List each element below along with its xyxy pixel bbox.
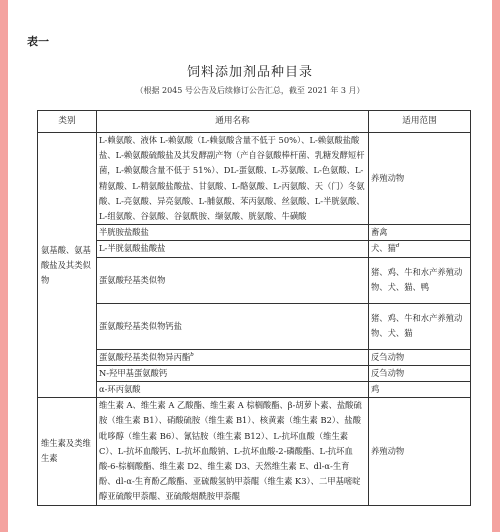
name-text: 蛋氨酸羟基类似物异丙酯	[99, 351, 191, 362]
table-row	[38, 257, 471, 303]
scope-cell: 反刍动物	[369, 365, 471, 381]
name-cell: 蛋氨酸羟基类似物	[97, 257, 369, 303]
page-title: 饲料添加剂品种目录	[186, 65, 313, 80]
header-scope: 适用范围	[369, 111, 471, 133]
scope-cell: 猪、鸡、牛和水产养殖动物、犬、猫、鸭	[369, 257, 471, 303]
name-cell: α-环丙氨酸	[97, 382, 369, 398]
scope-text: 犬、猫	[371, 243, 396, 254]
name-cell: 蛋氨酸羟基类似物钙盐	[97, 303, 369, 349]
category-cell: 维生素及类维生素	[38, 398, 97, 505]
name-cell: N-羟甲基蛋氨酸钙	[97, 365, 369, 381]
table-row	[38, 382, 471, 398]
page-subtitle: （根据 2045 号公告及后续修订公告汇总，截至 2021 年 3 月）	[135, 86, 365, 95]
table-row	[38, 303, 471, 349]
scope-cell: 养殖动物	[369, 398, 471, 505]
scope-cell: 养殖动物	[369, 133, 471, 225]
table-row	[38, 241, 471, 257]
table-row	[38, 398, 471, 505]
scope-cell: 反刍动物	[369, 349, 471, 365]
header-name: 通用名称	[97, 111, 369, 133]
scope-cell: 鸡	[369, 382, 471, 398]
scope-cell: 猪、鸡、牛和水产养殖动物、犬、猫	[369, 303, 471, 349]
table-row	[38, 349, 471, 365]
table-row	[38, 133, 471, 225]
footnote-marker: d	[395, 243, 400, 250]
scope-cell: 畜禽	[369, 225, 471, 241]
header-category: 类别	[38, 111, 97, 133]
category-cell: 氨基酸、氨基酸盐及其类似物	[38, 133, 97, 398]
table-row	[38, 365, 471, 381]
name-cell: L-半胱氨酸盐酸盐	[97, 241, 369, 257]
name-cell: 维生素 A、维生素 A 乙酸酯、维生素 A 棕榈酸酯、β-胡萝卜素、盐酸硫胺（维生素 B1）、硝酸硫胺（维生素 B1）、核黄素（维生素 B2）、盐酸吡哆醇（维生素 B6）、氰钴胺（维生素 B12）、L-抗坏血酸（维生素 C）、L-抗坏血酸钙、L-抗坏血酸钠、L-抗坏血酸-2-磷酸酯、L-抗坏血酸-6-棕榈酸酯、维生素 D2、维生素 D3、天然维生素 E、dl-α-生育酚、dl-α-生育酚乙酸酯、亚硫酸氢钠甲萘醌（维生素 K3）、二甲基嘧啶醇亚硫酸甲萘醌、亚硫酸烟酰胺甲萘醌	[97, 398, 369, 505]
table-label: 表一	[27, 35, 49, 48]
table-header-row	[38, 111, 471, 133]
scope-cell	[369, 241, 471, 257]
table-row	[38, 225, 471, 241]
name-cell: L-赖氨酸、液体 L-赖氨酸（L-赖氨酸含量不低于 50%）、L-赖氨酸盐酸盐、L-赖氨酸硫酸盐及其发酵副产物（产自谷氨酸棒杆菌、乳糖发酵短杆菌，L-赖氨酸含量不低于 51%）、DL-蛋氨酸、L-苏氨酸、L-色氨酸、L-精氨酸、L-精氨酸盐酸盐、甘氨酸、L-酪氨酸、L-丙氨酸、天（门）冬氨酸、L-亮氨酸、异亮氨酸、L-脯氨酸、苯丙氨酸、丝氨酸、L-半胱氨酸、L-组氨酸、谷氨酸、谷氨酰胺、缬氨酸、胱氨酸、牛磺酸	[97, 133, 369, 225]
name-cell	[97, 349, 369, 365]
additive-table	[37, 110, 471, 506]
footnote-marker: b	[190, 351, 194, 358]
name-cell: 半胱胺盐酸盐	[97, 225, 369, 241]
